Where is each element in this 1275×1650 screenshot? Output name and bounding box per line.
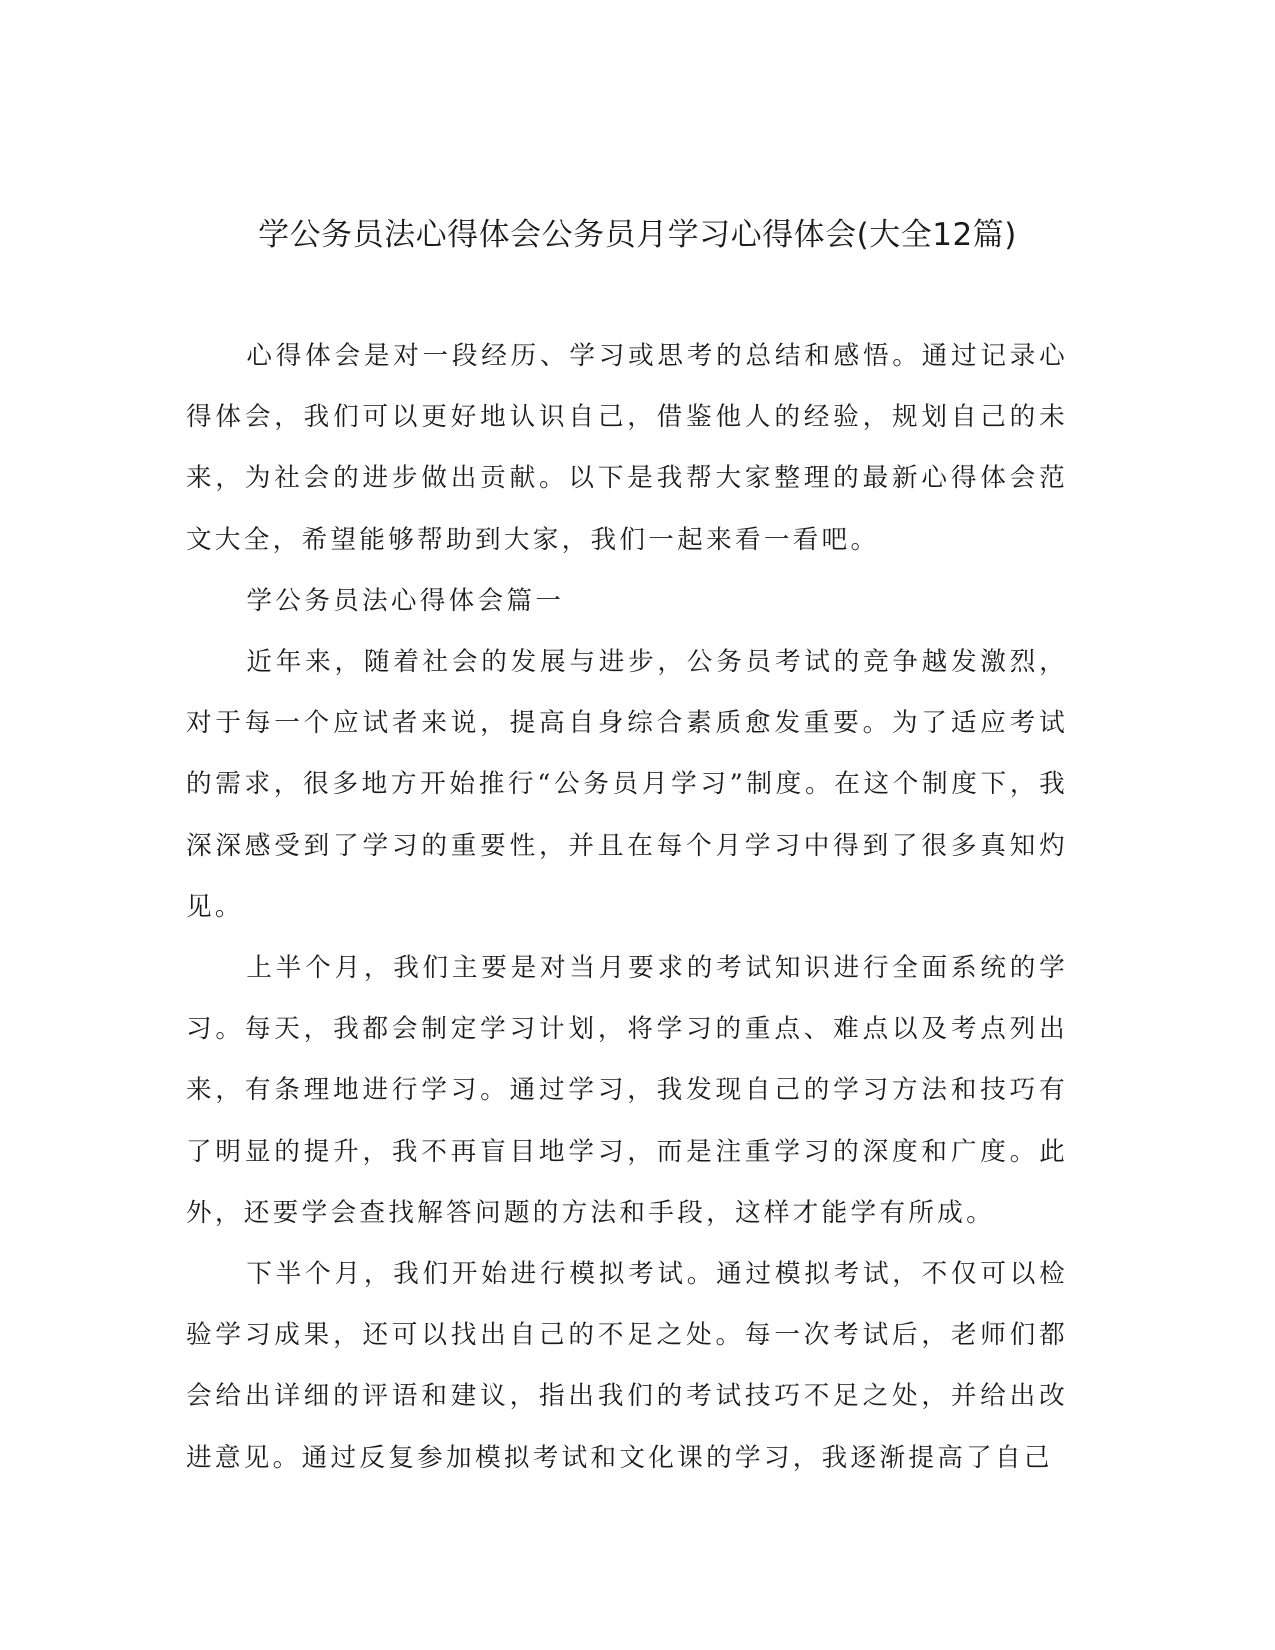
body-paragraph: 近年来，随着社会的发展与进步，公务员考试的竞争越发激烈，对于每一个应试者来说，提高自身综合素质愈发重要。为了适应考试的需求，很多地方开始推行“公务员月学习”制度。在这个制度下，我深深感受到了学习的重要性，并且在每个月学习中得到了很多真知灼见。: [186, 647, 1068, 922]
section-heading: 学公务员法心得体会篇一: [246, 585, 565, 616]
document-body: [186, 326, 1068, 1489]
document-title: 学公务员法心得体会公务员月学习心得体会(大全12篇): [258, 217, 1017, 253]
body-paragraph: 上半个月，我们主要是对当月要求的考试知识进行全面系统的学习。每天，我都会制定学习计划，将学习的重点、难点以及考点列出来，有条理地进行学习。通过学习，我发现自己的学习方法和技巧有了明显的提升，我不再盲目地学习，而是注重学习的深度和广度。此外，还要学会查找解答问题的方法和手段，这样才能学有所成。: [186, 953, 1068, 1228]
intro-paragraph: 心得体会是对一段经历、学习或思考的总结和感悟。通过记录心得体会，我们可以更好地认识自己，借鉴他人的经验，规划自己的未来，为社会的进步做出贡献。以下是我帮大家整理的最新心得体会范文大全，希望能够帮助到大家，我们一起来看一看吧。: [186, 341, 1068, 555]
body-paragraph: 下半个月，我们开始进行模拟考试。通过模拟考试，不仅可以检验学习成果，还可以找出自己的不足之处。每一次考试后，老师们都会给出详细的评语和建议，指出我们的考试技巧不足之处，并给出改进意见。通过反复参加模拟考试和文化课的学习，我逐渐提高了自己: [186, 1259, 1068, 1473]
